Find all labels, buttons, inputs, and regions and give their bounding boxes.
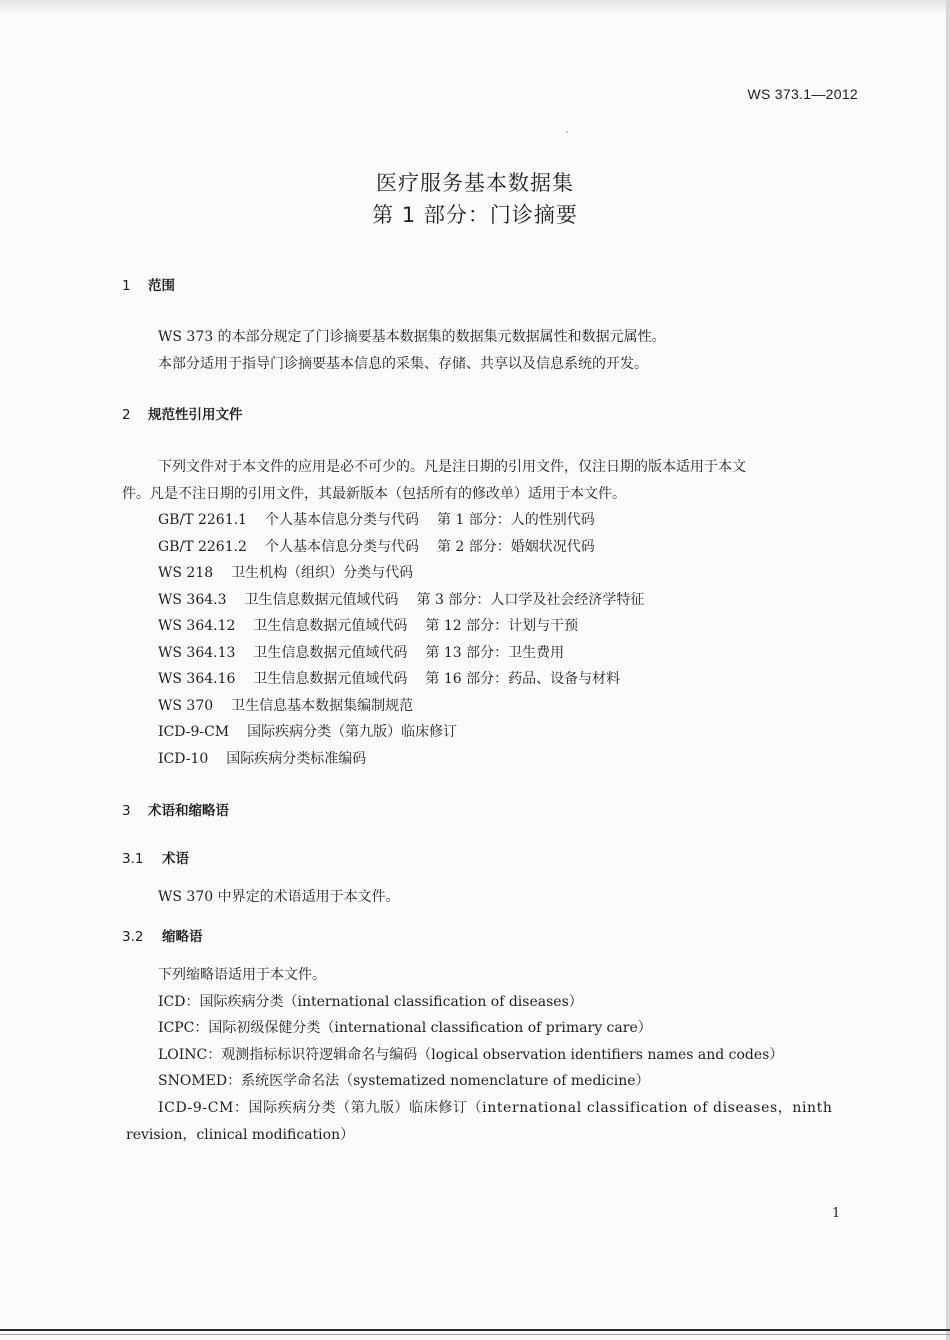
reference-item <box>158 644 564 662</box>
section-1-paragraph-1: WS 373 的本部分规定了门诊摘要基本数据集的数据集元数据属性和数据元属性。 <box>158 329 666 345</box>
section-2-intro-line-1: 下列文件对于本文件的应用是必不可少的。凡是注日期的引用文件，仅注日期的版本适用于本文 <box>158 459 746 475</box>
reference-item <box>158 697 413 715</box>
reference-title: 卫生信息数据元值域代码 <box>244 592 399 608</box>
abbreviation-item: ICD-9-CM：国际疾病分类（第九版）临床修订（international classification of diseases，ninth <box>158 1100 833 1116</box>
reference-code: WS 370 <box>158 698 214 714</box>
reference-item <box>158 564 413 582</box>
document-title-line2: 第 1 部分：门诊摘要 <box>372 203 578 227</box>
section-title: 术语 <box>162 851 189 867</box>
reference-title: 国际疾病分类标准编码 <box>226 751 367 767</box>
reference-part: 第 13 部分：卫生费用 <box>425 645 565 661</box>
section-number: 1 <box>122 278 131 294</box>
reference-item <box>158 750 366 768</box>
reference-title: 卫生信息数据元值域代码 <box>253 645 408 661</box>
section-title: 范围 <box>148 278 175 294</box>
abbreviation-item: ICPC：国际初级保健分类（international classification of primary care） <box>158 1020 652 1036</box>
abbreviation-item: SNOMED：系统医学命名法（systematized nomenclature of medicine） <box>158 1073 650 1089</box>
reference-part: 第 16 部分：药品、设备与材料 <box>425 671 621 687</box>
reference-code: WS 364.3 <box>158 592 227 608</box>
section-3-2-intro: 下列缩略语适用于本文件。 <box>158 967 326 983</box>
abbreviation-item-continuation: revision，clinical modification） <box>126 1127 355 1143</box>
reference-title: 卫生机构（组织）分类与代码 <box>231 565 414 581</box>
reference-item <box>158 511 595 529</box>
reference-code: ICD-9-CM <box>158 724 230 740</box>
reference-item <box>158 670 620 688</box>
page-number: 1 <box>832 1206 841 1221</box>
abbreviation-item: LOINC：观测指标标识符逻辑命名与编码（logical observation identifiers names and codes） <box>158 1047 784 1063</box>
section-3-2-heading <box>122 928 203 946</box>
section-3-heading <box>122 802 229 820</box>
reference-code: WS 364.13 <box>158 645 236 661</box>
reference-title: 卫生信息基本数据集编制规范 <box>231 698 414 714</box>
section-3-1-paragraph: WS 370 中界定的术语适用于本文件。 <box>158 889 400 905</box>
section-2-heading <box>122 406 243 424</box>
reference-code: GB/T 2261.1 <box>158 512 247 528</box>
reference-part: 第 12 部分：计划与干预 <box>425 618 579 634</box>
scan-edge-top <box>0 0 950 14</box>
reference-item <box>158 591 644 609</box>
document-title-line1: 医疗服务基本数据集 <box>376 171 574 195</box>
section-number: 3 <box>122 803 131 819</box>
reference-item <box>158 538 595 556</box>
scan-edge-bottom <box>0 1329 950 1331</box>
reference-item <box>158 723 457 741</box>
reference-title: 个人基本信息分类与代码 <box>264 539 419 555</box>
section-2-intro-line-2: 件。凡是不注日期的引用文件，其最新版本（包括所有的修改单）适用于本文件。 <box>122 486 626 502</box>
section-3-1-heading <box>122 850 189 868</box>
reference-title: 个人基本信息分类与代码 <box>264 512 419 528</box>
abbreviation-item: ICD：国际疾病分类（international classification of diseases） <box>158 994 583 1010</box>
reference-part: 第 3 部分：人口学及社会经济学特征 <box>416 592 645 608</box>
reference-code: WS 218 <box>158 565 214 581</box>
section-title: 术语和缩略语 <box>148 803 229 819</box>
reference-code: ICD-10 <box>158 751 209 767</box>
reference-code: GB/T 2261.2 <box>158 539 247 555</box>
scan-edge-bottom-shadow <box>0 1334 950 1335</box>
reference-title: 卫生信息数据元值域代码 <box>253 618 408 634</box>
standard-code-header: WS 373.1—2012 <box>747 86 858 102</box>
section-number: 3.1 <box>122 851 144 867</box>
reference-part: 第 1 部分：人的性别代码 <box>436 512 595 528</box>
reference-title: 卫生信息数据元值域代码 <box>253 671 408 687</box>
section-1-heading <box>122 277 175 295</box>
reference-item <box>158 617 578 635</box>
reference-title: 国际疾病分类（第九版）临床修订 <box>247 724 458 740</box>
section-title: 缩略语 <box>162 929 203 945</box>
reference-code: WS 364.12 <box>158 618 236 634</box>
section-1-paragraph-2: 本部分适用于指导门诊摘要基本信息的采集、存储、共享以及信息系统的开发。 <box>158 356 648 372</box>
section-title: 规范性引用文件 <box>148 407 243 423</box>
scan-speck <box>566 131 568 133</box>
section-number: 2 <box>122 407 131 423</box>
reference-part: 第 2 部分：婚姻状况代码 <box>436 539 595 555</box>
section-number: 3.2 <box>122 929 144 945</box>
reference-code: WS 364.16 <box>158 671 236 687</box>
